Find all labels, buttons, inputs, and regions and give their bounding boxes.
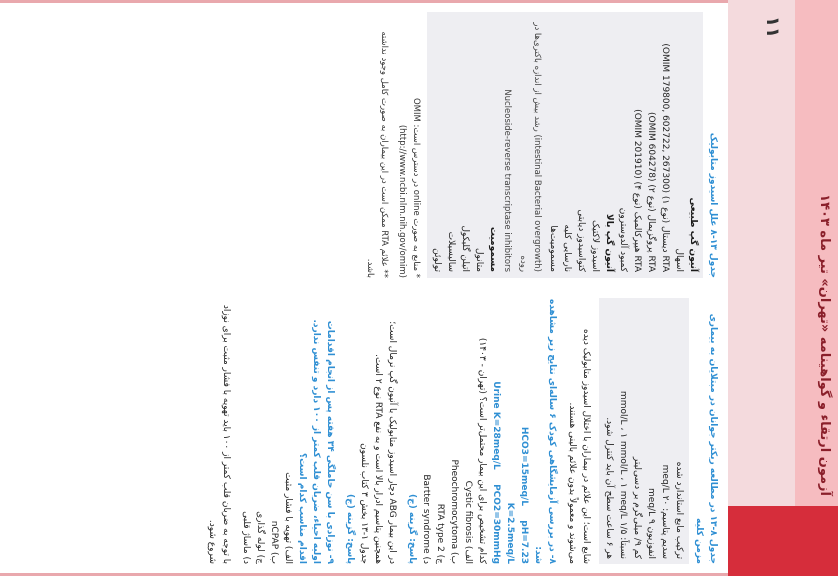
paragraph: در این بیمار ABG دچار اسیدوز متابولیک با آنیون گپ نرمال است؛ همچنین پتاسیم ادرار بالا است و به نفع RTA نوع ۲ است. <box>373 321 397 564</box>
option-d: د) ماساژ قلبی <box>241 511 251 564</box>
table-8-row: کم ۹/ میلی‌گرم بر دسی‌لیتر <box>632 456 642 559</box>
option-d: د) Bartter syndrome <box>421 474 431 564</box>
table-row: متانول <box>474 248 484 272</box>
option-c: ج) RTA type 2 <box>435 503 445 564</box>
lab-row <box>517 298 531 564</box>
reference: جدول ۱-۱۳ بخش ۳ کتاب نلسون <box>359 443 369 564</box>
table-row: RTA دیستال (نوع ۱) (OMIM 179800, 602722, 267300) <box>660 43 670 272</box>
left-column <box>10 12 720 278</box>
table-8-caption: جدول ۸-۱۳ در مطالعه ریکتر جوانان در مبتلایان به بیماری مزمن کلیه <box>694 313 718 564</box>
table-group-title: آنیون گپ طبیعی <box>688 197 698 272</box>
question-9-title: ۹- نوزادی با سن حاملگی ۳۴ هفته پس از انجام اقدامات اولیه احیاء، ضربان قلب کمتر از ۱۰۰ دارد و تنفس ندارد. اقدام مناسب کدام است؟ <box>297 319 335 564</box>
paragraph: شایع است؛ این علائم در بیماران با اختلال اسیدوز متابولیک دیده می‌شوند و معمولاً بدون علائم بالینی هستند. <box>567 328 591 564</box>
table-row: مسمومیت‌ها <box>548 225 558 272</box>
option-a: الف) Cystic fibrosis <box>463 480 473 564</box>
lab-value: HCO3=15meq/L <box>519 426 529 506</box>
lab-value: K=2.5meq/L <box>505 502 515 564</box>
table-8 <box>599 298 689 564</box>
answer-label: پاسخ: گزینه (ج) <box>345 493 355 564</box>
table-row: کمبود آلدوسترون <box>618 207 628 272</box>
table-8-row: هر ۶ ساعت سطح آن باید کنترل شود. <box>604 417 614 559</box>
question-8-ask: کدام تشخیص برای این بیمار محتمل‌تر است؟ (تهران - ۱۴۰۳) <box>477 337 487 564</box>
option-c: ج) لوله گذاری <box>255 511 265 564</box>
content-area <box>8 12 720 564</box>
header-accent <box>728 506 838 576</box>
paragraph: با توجه به ضربان قلب کمتر از ۱۰۰ باید تهویه با فشار مثبت برای نوزاد شروع شود. <box>207 304 231 564</box>
lab-row <box>503 298 517 564</box>
lab-value: pH=7.23 <box>519 520 529 564</box>
table-8-row: ترکیب مایع استاندارد شده <box>674 461 684 559</box>
question-8-title: ۸- در بررسی آزمایشگاهی کودک ۶ ساله‌ای نتایج زیر مشاهده شد: <box>533 298 557 564</box>
table-row: RTA هیپرکالمیک (نوع ۴) (OMIM 201910) <box>632 109 642 272</box>
question-9 <box>239 298 337 564</box>
option-b: ب) Pheochromocytoma <box>449 459 459 564</box>
table-row: اسهال <box>674 248 684 272</box>
table-row: اتیلن گلیکول <box>460 225 470 272</box>
table-row: سالیسیلات <box>446 231 456 272</box>
table-row: نارسایی کلیه <box>562 224 572 272</box>
question-8 <box>405 298 559 564</box>
table-8-row: انفوزیون ۹ meq/L <box>646 488 656 559</box>
answer-label: پاسخ: گزینه (ج) <box>407 493 417 564</box>
chapter-title: آزمون ارتقاء و گواهینامه «تهران» تیر ماه ۱۴۰۳ <box>817 194 832 496</box>
lab-value: PCO2=30mmHg <box>491 484 501 564</box>
table-row: تولوئن <box>432 248 442 272</box>
footnote: ** علائم RTA ممکن است در این بیماران به صورت کامل وجود نداشته باشد. <box>365 31 389 278</box>
table-note: Nucleoside-reverse transcriptase inhibitors <box>502 89 512 272</box>
table-8-row: نسبتاً: ۱/۵ mmol/L ، ۱ mmol/L ، ۱ meq/L <box>618 390 628 559</box>
table-row: RTA پروگزیمال (نوع ۲) (OMIM 604278) <box>646 112 656 272</box>
footnote: * منابع به صورت online در دسترس است: OMIM (http://www.ncbi.nlm.nih.gov/omim) <box>397 97 421 278</box>
table-row: کتواسیدوز دیابتی <box>576 209 586 272</box>
table-note: (intestinal Bacterial overgrowth) رشد بیش از اندازه باکتری‌ها در روده <box>518 22 542 272</box>
page-header <box>728 0 838 576</box>
page-number: ۱۱ <box>762 16 783 38</box>
table-13-caption: جدول ۱۳-۸ علل اسیدوز متابولیک <box>708 132 718 278</box>
table-row: اسیدوز لاکتیک <box>590 220 600 272</box>
table-group-title: آنیون گپ بالا <box>604 214 614 272</box>
table-group-title: مسمومیت <box>488 226 498 272</box>
lab-value: Urine K=28meq/L <box>491 381 501 470</box>
header-block <box>728 0 795 506</box>
option-b: ب) nCPAP <box>269 520 279 564</box>
option-a: الف) تهویه با فشار مثبت <box>283 472 293 564</box>
lab-row <box>489 298 503 564</box>
right-column <box>10 298 720 564</box>
table-8-row: سدیم پتاسیم: ۲۰ meq/L <box>660 464 670 559</box>
table-13 <box>427 12 703 278</box>
